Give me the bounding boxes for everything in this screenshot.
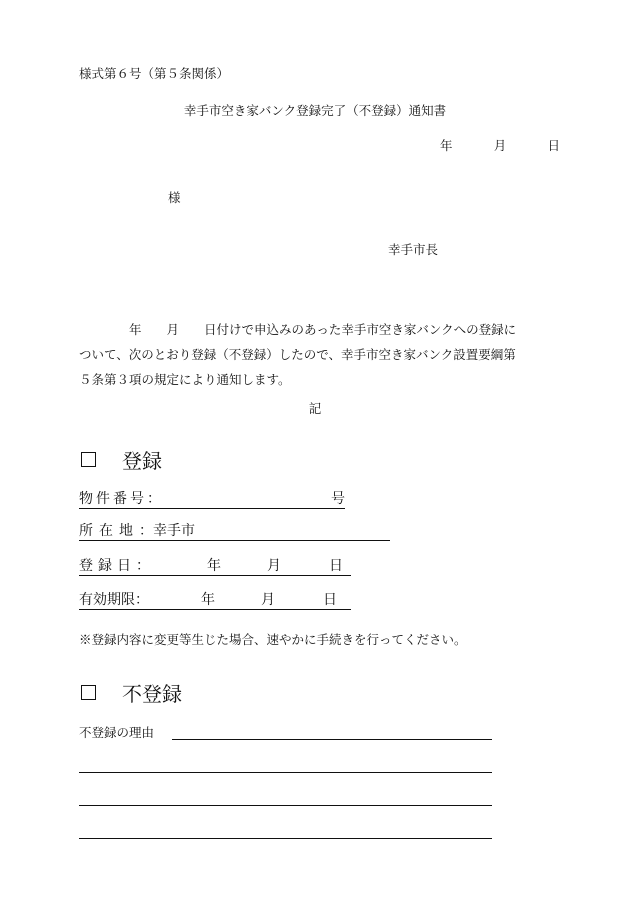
location-value: ：幸手市	[139, 523, 195, 539]
reason-line-1[interactable]	[172, 739, 492, 740]
body-line-1: 年 月 日付けで申込みのあった幸手市空き家バンクへの登録に	[79, 322, 517, 337]
expiry-day: 日	[323, 592, 337, 608]
document-title: 幸手市空き家バンク登録完了（不登録）通知書	[183, 103, 447, 118]
registration-date-label: 登録日：	[79, 558, 155, 574]
property-number-field[interactable]	[79, 486, 345, 509]
date-year-label: 年	[440, 138, 453, 153]
property-number-label: 物件番号：	[79, 491, 164, 507]
non-registration-checkbox[interactable]	[81, 685, 96, 700]
body-line-2: ついて、次のとおり登録（不登録）したので、幸手市空き家バンク設置要綱第	[79, 347, 516, 362]
registration-date-row	[79, 554, 351, 576]
expiry-row	[79, 588, 351, 610]
date-day-label: 日	[547, 138, 560, 153]
location-row	[79, 519, 390, 541]
issuer-name: 幸手市長	[388, 242, 439, 257]
date-month-label: 月	[493, 138, 507, 153]
reason-line-4[interactable]	[79, 838, 492, 839]
expiry-year: 年	[201, 592, 215, 608]
registration-heading	[79, 445, 162, 474]
registration-heading-label: 登録	[122, 449, 162, 473]
registration-note: ※登録内容に変更等生じた場合、速やかに手続きを行ってください。	[79, 632, 467, 647]
reason-line-3[interactable]	[79, 805, 492, 806]
reason-label: 不登録の理由	[79, 725, 155, 740]
expiry-label: 有効期限：	[79, 592, 149, 608]
notification-body	[79, 317, 559, 392]
body-line-3: ５条第３項の規定により通知します。	[79, 372, 291, 387]
registration-checkbox[interactable]	[81, 452, 96, 467]
location-label: 所在地	[79, 523, 139, 539]
property-number-row	[79, 487, 345, 509]
expiry-month: 月	[261, 592, 275, 608]
form-number: 様式第６号（第５条関係）	[79, 66, 230, 81]
issue-date	[440, 136, 560, 154]
registration-year: 年	[207, 558, 221, 574]
registration-day: 日	[329, 558, 343, 574]
reason-line-2[interactable]	[79, 772, 492, 773]
non-registration-heading	[79, 678, 182, 707]
non-registration-heading-label: 不登録	[122, 682, 182, 706]
addressee-suffix: 様	[168, 190, 181, 205]
location-field[interactable]	[79, 518, 390, 541]
property-number-suffix: 号	[331, 491, 345, 507]
registration-month: 月	[267, 558, 281, 574]
expiry-field[interactable]	[79, 587, 351, 610]
ki-marker: 記	[308, 401, 322, 416]
registration-date-field[interactable]	[79, 553, 351, 576]
